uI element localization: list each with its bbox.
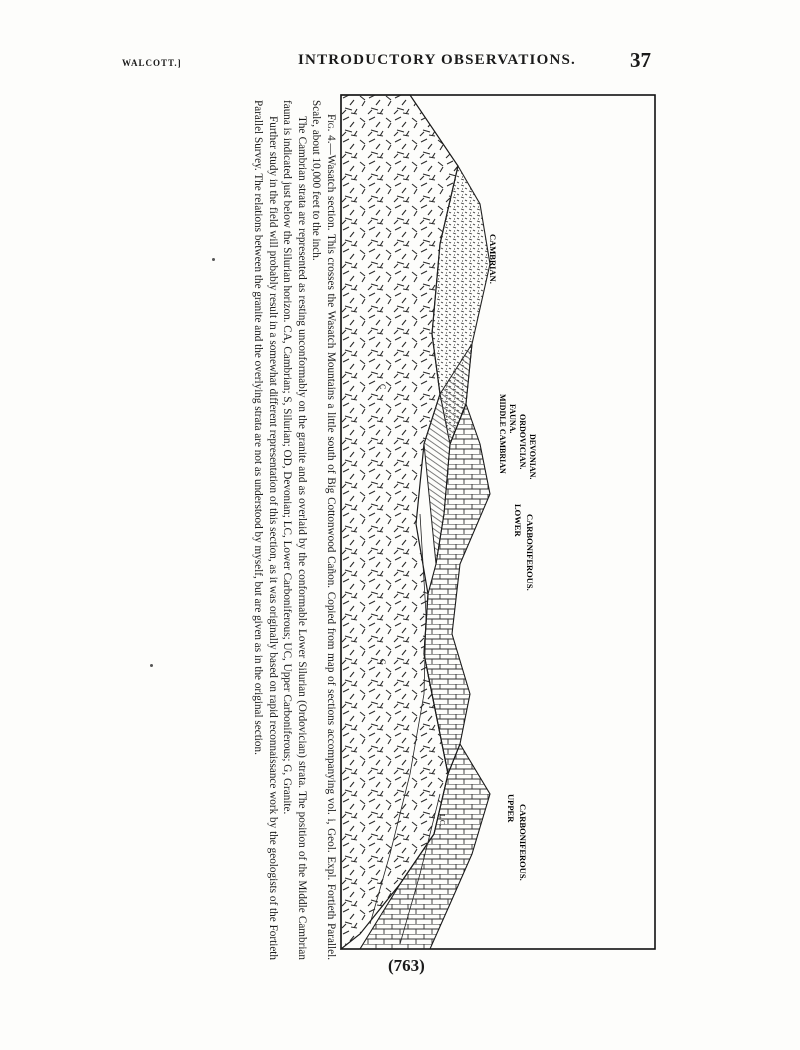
folio-number: (763) (388, 956, 425, 975)
wasatch-section-figure (340, 94, 656, 950)
label-fauna: FAUNA. (508, 404, 517, 434)
label-devonian: DEVONIAN. (528, 434, 537, 480)
label-c-2: C (378, 659, 387, 665)
label-upper-carboniferous: CARBONIFEROUS. (518, 804, 528, 881)
ink-speck (212, 258, 215, 261)
label-middle-cambrian: MIDDLE CAMBRIAN (498, 394, 507, 474)
figure-label: Fig. 4. (325, 114, 337, 144)
caption-paragraph-1 (309, 100, 338, 960)
label-lc: L.C. (438, 814, 446, 827)
label-cambrian: CAMBRIAN. (488, 234, 498, 284)
running-head-title: INTRODUCTORY OBSERVATIONS. (298, 52, 576, 68)
caption-text-1: —Wasatch section. This crosses the Wasatch Mountains a little south of Big Cottonwood Cañon. Copied from map of sections accompanying vol. i, Geol. Expl. Fortieth Parallel. Scale, about 10,000 feet to the inch. (310, 100, 337, 960)
ink-speck (150, 664, 153, 667)
caption-paragraph-2: The Cambrian strata are represented as resting unconformably on the granite and as overlaid by the conformable Lower Silurian (Ordovician) strata. The position of the Middle Cambrian fauna is indicated just below the Silurian horizon. CA, Cambrian; S, Silurian; OD, Devonian; LC, Lower Carboniferous; UC, Upper Carboniferous; G, Granite. (281, 100, 308, 960)
label-lower: LOWER (513, 504, 523, 537)
caption-paragraph-3: Further study in the field will probably result in a somewhat different representation of this section, as it was originally based on rapid reconnaissance work by the geologists of the Fortieth Parallel Survey. The relations between the granite and the overlying strata are not as understood by myself, but are given as in the original section. (252, 100, 279, 960)
page-number: 37 (630, 48, 651, 72)
figure-caption (178, 100, 338, 960)
label-c-1: C (378, 384, 387, 390)
label-upper: UPPER (506, 794, 516, 823)
label-lower-carboniferous: CARBONIFEROUS. (525, 514, 535, 591)
label-ordovician: ORDOVICIAN. (518, 414, 527, 470)
running-head-author: WALCOTT.] (122, 58, 182, 68)
